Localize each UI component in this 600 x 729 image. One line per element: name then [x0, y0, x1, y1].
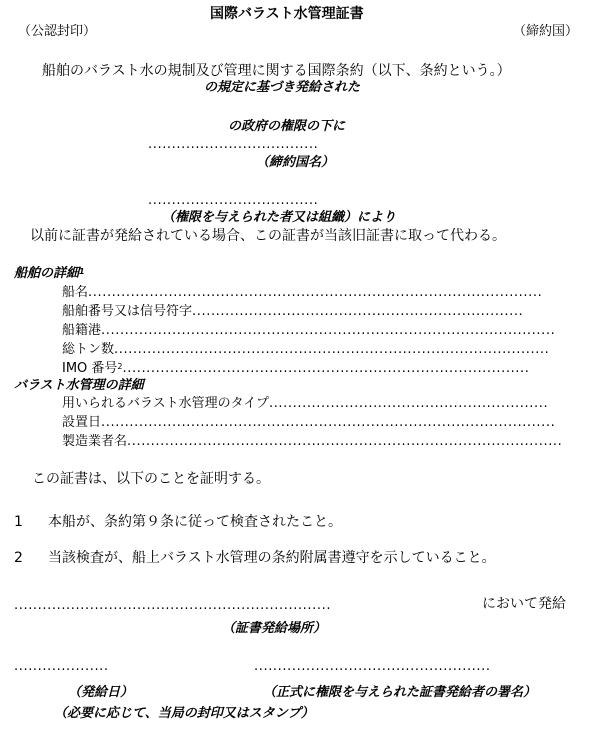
- intro-line-3: の政府の権限の下に: [228, 119, 346, 134]
- field-label: 設置日: [62, 415, 102, 430]
- field-label: 船籍港: [62, 323, 102, 338]
- field-dots: ...........................................................: [268, 396, 549, 411]
- signature-caption: （正式に権限を与えられた証書発給者の署名）: [263, 685, 537, 700]
- contracting-state-dots: ....................................: [148, 137, 319, 152]
- certify-item-1-text: 本船が、条約第９条に従って検査されたこと。: [48, 514, 342, 530]
- imo-number-field: [62, 361, 584, 377]
- certify-item-2-num: 2: [14, 550, 23, 566]
- intro-line-2: の規定に基づき発給された: [204, 80, 361, 95]
- bwm-type-field: [62, 396, 584, 412]
- intro-line-1: 船舶のバラスト水の規制及び管理に関する国際条約（以下、条約という。）: [42, 63, 511, 79]
- footnote-mark-1: 1: [79, 267, 85, 276]
- field-dots: ................................................................................................: [101, 323, 556, 338]
- field-dots: ......................................................................: [192, 304, 524, 319]
- field-dots: ................................................................................................: [88, 285, 543, 300]
- field-dots: ............................................................................................: [127, 434, 563, 449]
- field-label: IMO 番号: [62, 361, 118, 376]
- installation-date-field: [62, 415, 584, 431]
- authorized-body-caption: （権限を与えられた者又は組織）により: [162, 210, 397, 225]
- seal-right-label: （締約国）: [513, 24, 579, 39]
- field-label: 総トン数: [62, 342, 115, 357]
- date-of-issue-dots: ....................: [14, 659, 109, 674]
- gross-tonnage-field: [62, 342, 584, 358]
- ship-name-field: [62, 285, 584, 301]
- field-label: 船名: [62, 285, 89, 300]
- field-dots: ................................................................................................: [101, 415, 556, 430]
- ship-details-heading: 船舶の詳細$^1$: [14, 266, 85, 281]
- signature-dots: ..................................................: [254, 659, 491, 674]
- certify-item-2-text: 当該検査が、船上バラスト水管理の条約附属書遵守を示していること。: [48, 550, 496, 566]
- bwm-details-heading: バラスト水管理の詳細: [14, 378, 144, 393]
- seal-left-label: （公認封印）: [18, 24, 97, 39]
- authorized-body-dots: ....................................: [148, 193, 319, 208]
- intro-line-4: 以前に証書が発給されている場合、この証書が当該旧証書に取って代わる。: [30, 228, 506, 244]
- date-of-issue-caption: （発給日）: [68, 685, 134, 700]
- certify-item-1-num: 1: [14, 514, 23, 530]
- ship-number-field: [62, 304, 584, 320]
- port-of-registry-field: [62, 323, 584, 339]
- manufacturer-field: [62, 434, 584, 450]
- field-dots: ......................................................................................: [122, 361, 530, 376]
- field-label: 船舶番号又は信号符字: [62, 304, 193, 319]
- place-of-issue-caption: （証書発給場所）: [222, 621, 327, 636]
- field-dots: ............................................................................................: [114, 342, 550, 357]
- certify-intro: この証書は、以下のことを証明する。: [32, 471, 270, 487]
- footnote-mark-2: 2: [117, 362, 123, 371]
- seal-stamp-caption: （必要に応じて、当局の封印又はスタンプ）: [54, 706, 314, 721]
- contracting-state-caption: （締約国名）: [256, 155, 335, 170]
- field-label: 製造業者名: [62, 434, 128, 449]
- place-of-issue-dots: ...................................................................: [14, 598, 332, 613]
- field-label: 用いられるバラスト水管理のタイプ: [62, 396, 269, 411]
- place-of-issue-suffix: において発給: [482, 596, 566, 612]
- certificate-title: 国際バラスト水管理証書: [210, 6, 364, 22]
